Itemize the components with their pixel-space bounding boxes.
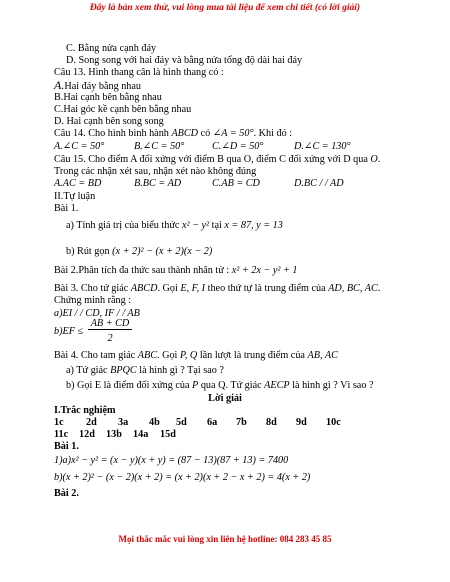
bai1-title: Bài 1. xyxy=(54,203,79,214)
q15-option-a: A.AC = BD xyxy=(54,178,102,189)
q14-option-b: B.∠C = 50° xyxy=(134,141,185,152)
solution-title: Lời giải xyxy=(208,393,242,404)
answer-cell: 1c xyxy=(54,417,64,428)
q14-stem: Câu 14. Cho hình bình hành ABCD có ∠A = 50°. Khi đó : xyxy=(54,128,293,139)
preview-banner: Đây là bản xem thử, vui lòng mua tài liệu để xem chi tiết (có lời giải) xyxy=(89,3,361,13)
q14-option-c: C.∠D = 50° xyxy=(212,141,264,152)
q15-option-c: C.AB = CD xyxy=(212,178,260,189)
bai3-b-numerator: AB + CD xyxy=(88,318,132,330)
answer-row-2 xyxy=(54,429,176,441)
answer-cell: 11c xyxy=(54,429,69,440)
hotline-footer: Mọi thắc mắc vui lòng xin liên hệ hotline: 084 283 45 85 xyxy=(118,534,332,544)
essay-heading: II.Tự luận xyxy=(54,191,96,202)
bai4-b: b) Gọi E là điểm đối xứng của P qua Q. Tứ giác AECP là hình gì ? Vì sao ? xyxy=(66,380,374,391)
answer-cell: 8d xyxy=(266,417,277,428)
q15-option-b: B.BC = AD xyxy=(134,178,182,189)
q13-option-c: C.Hai góc kề cạnh bên bằng nhau xyxy=(54,104,192,115)
bai1-b: b) Rút gọn (x + 2)² − (x + 2)(x − 2) xyxy=(66,246,213,257)
q13-stem: Câu 13. Hình thang cân là hình thang có : xyxy=(54,67,224,78)
q13-option-d: D. Hai cạnh bên song song xyxy=(54,116,164,127)
answer-cell: 12d xyxy=(79,429,95,440)
solution-bai1-line1: 1)a)x² − y² = (x − y)(x + y) = (87 − 13)(87 + 13) = 7400 xyxy=(54,455,289,466)
answer-cell: 4b xyxy=(149,417,160,428)
answer-cell: 3a xyxy=(118,417,129,428)
q13-option-a: A.Hai đáy bằng nhau xyxy=(54,78,142,92)
solution-bai2-title: Bài 2. xyxy=(54,488,79,499)
answer-cell: 14a xyxy=(133,429,149,440)
q14-option-a: A.∠C = 50° xyxy=(54,141,105,152)
answer-cell: 9d xyxy=(296,417,307,428)
solution-bai1-title: Bài 1. xyxy=(54,441,79,452)
q15-stem-line1: Câu 15. Cho điểm A đối xứng với điểm B qua O, điểm C đối xứng với D qua O. xyxy=(54,154,381,165)
q15-option-d: D.BC / / AD xyxy=(294,178,344,189)
q12-option-d: D. Song song với hai đáy và bằng nửa tổng độ dài hai đáy xyxy=(66,55,303,66)
q13-option-b: B.Hai cạnh bên bằng nhau xyxy=(54,92,162,103)
answer-cell: 15d xyxy=(160,429,176,440)
bai4-stem: Bài 4. Cho tam giác ABC. Gọi P, Q lần lượt là trung điểm của AB, AC xyxy=(54,350,338,361)
solution-bai1-line2: b)(x + 2)² − (x − 2)(x + 2) = (x + 2)(x + 2 − x + 2) = 4(x + 2) xyxy=(54,472,311,483)
q12-option-c: C. Bằng nửa cạnh đáy xyxy=(66,43,157,54)
answer-cell: 13b xyxy=(106,429,122,440)
solution-part1: I.Trắc nghiệm xyxy=(54,405,116,416)
bai3-b-denominator: 2 xyxy=(107,333,113,344)
bai3-prove: Chứng minh rằng : xyxy=(54,295,132,306)
bai3-b: b)EF ≤ xyxy=(54,326,84,337)
answer-cell: 5d xyxy=(176,417,187,428)
bai3-stem: Bài 3. Cho tứ giác ABCD. Gọi E, F, I theo thứ tự là trung điểm của AD, BC, AC. xyxy=(54,283,381,294)
bai2-text: Bài 2.Phân tích đa thức sau thành nhân tử : x² + 2x − y² + 1 xyxy=(54,265,298,276)
q15-stem-line2: Trong các nhận xét sau, nhận xét nào không đúng xyxy=(54,166,257,177)
bai4-a: a) Tứ giác BPQC là hình gì ? Tại sao ? xyxy=(66,365,224,376)
answer-cell: 2d xyxy=(86,417,97,428)
answer-cell: 7b xyxy=(236,417,247,428)
answer-cell: 10c xyxy=(326,417,341,428)
answer-cell: 6a xyxy=(207,417,218,428)
bai1-a: a) Tính giá trị của biểu thức x² − y² tại x = 87, y = 13 xyxy=(66,220,283,231)
answer-row-1 xyxy=(54,417,341,429)
q14-option-d: D.∠C = 130° xyxy=(294,141,351,152)
bai3-a: a)EI / / CD, IF / / AB xyxy=(54,308,140,319)
